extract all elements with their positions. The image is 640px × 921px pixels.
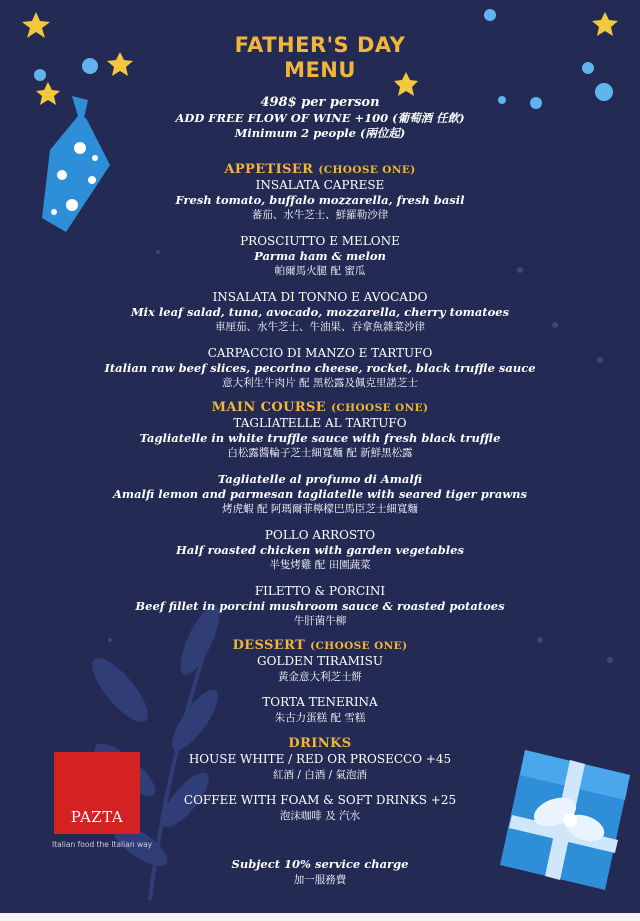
dish-name: CARPACCIO DI MANZO E TARTUFO xyxy=(207,346,433,360)
dish-description: Amalfi lemon and parmesan tagliatelle with seared tiger prawns xyxy=(112,487,528,501)
dish-chinese-name: 烤虎蝦 配 阿瑪爾菲檸檬巴馬臣芝士細寬麵 xyxy=(222,503,418,515)
dish-name: PROSCIUTTO E MELONE xyxy=(240,234,400,248)
dish-chinese-name: 牛肝菌牛柳 xyxy=(293,615,347,627)
pazta-logo xyxy=(54,752,140,834)
service-charge-note: Subject 10% service charge xyxy=(231,857,409,871)
dish-chinese-name: 朱古力蛋糕 配 雪糕 xyxy=(274,712,366,724)
dish-name: INSALATA DI TONNO E AVOCADO xyxy=(212,290,428,304)
dish-description: Italian raw beef slices, pecorino cheese, rocket, black truffle sauce xyxy=(104,361,536,375)
dish-chinese-name: 車厘茄、水牛芝士、牛油果、吞拿魚雜菜沙律 xyxy=(215,321,425,333)
dish-name: INSALATA CAPRESE xyxy=(255,178,385,192)
dish-chinese-name: 帕爾馬火腿 配 蜜瓜 xyxy=(274,265,366,277)
logo-brand-text: PAZTA xyxy=(70,808,124,826)
section-heading-main-course: MAIN COURSE (CHOOSE ONE) xyxy=(211,400,429,415)
dish-name: TORTA TENERINA xyxy=(262,695,378,709)
menu-title-line1: FATHER'S DAY xyxy=(234,33,406,57)
dish-chinese-name: 白松露醬輪子芝士細寬麵 配 新鮮黑松露 xyxy=(227,447,413,459)
dish-description: Half roasted chicken with garden vegetables xyxy=(176,543,464,557)
menu-title-line2: MENU xyxy=(284,58,356,82)
dish-name: POLLO ARROSTO xyxy=(264,528,376,542)
dish-description: Beef fillet in porcini mushroom sauce & roasted potatoes xyxy=(135,599,505,613)
drink-name: COFFEE WITH FOAM & SOFT DRINKS +25 xyxy=(183,793,457,807)
section-heading-appetiser: APPETISER (CHOOSE ONE) xyxy=(224,162,416,177)
dish-name: FILETTO & PORCINI xyxy=(254,584,386,598)
logo-tagline: Italian food the Italian way xyxy=(52,840,153,849)
dish-description: Mix leaf salad, tuna, avocado, mozzarella, cherry tomatoes xyxy=(130,305,510,319)
dish-chinese-name: 蕃茄、水牛芝士、鮮羅勒沙律 xyxy=(251,209,389,221)
dish-chinese-name: 黃金意大利芝士餅 xyxy=(278,671,362,683)
drink-chinese-name: 泡沫咖啡 及 汽水 xyxy=(279,810,361,822)
dish-name: Tagliatelle al profumo di Amalfi xyxy=(217,472,423,486)
section-heading-drinks: DRINKS xyxy=(288,736,352,751)
section-heading-dessert: DESSERT (CHOOSE ONE) xyxy=(232,638,408,653)
wine-addon: ADD FREE FLOW OF WINE +100 (葡萄酒 任飲) xyxy=(175,111,465,125)
dish-description: Fresh tomato, buffalo mozzarella, fresh basil xyxy=(175,193,465,207)
drink-chinese-name: 紅酒 / 白酒 / 氣泡酒 xyxy=(273,769,367,781)
dish-chinese-name: 半隻烤雞 配 田園蔬菜 xyxy=(269,559,371,571)
service-charge-chinese: 加一服務費 xyxy=(293,874,347,886)
drink-name: HOUSE WHITE / RED OR PROSECCO +45 xyxy=(188,752,452,766)
price-per-person: 498$ per person xyxy=(260,95,380,110)
dish-name: TAGLIATELLE AL TARTUFO xyxy=(233,416,407,430)
dish-name: GOLDEN TIRAMISU xyxy=(257,654,383,668)
dish-description: Parma ham & melon xyxy=(254,249,386,263)
dish-description: Tagliatelle in white truffle sauce with fresh black truffle xyxy=(139,431,501,445)
minimum-people: Minimum 2 people (兩位起) xyxy=(234,126,406,140)
bottom-border xyxy=(0,913,640,921)
dish-chinese-name: 意大利生牛肉片 配 黑松露及佩克里諾芝士 xyxy=(222,377,418,389)
